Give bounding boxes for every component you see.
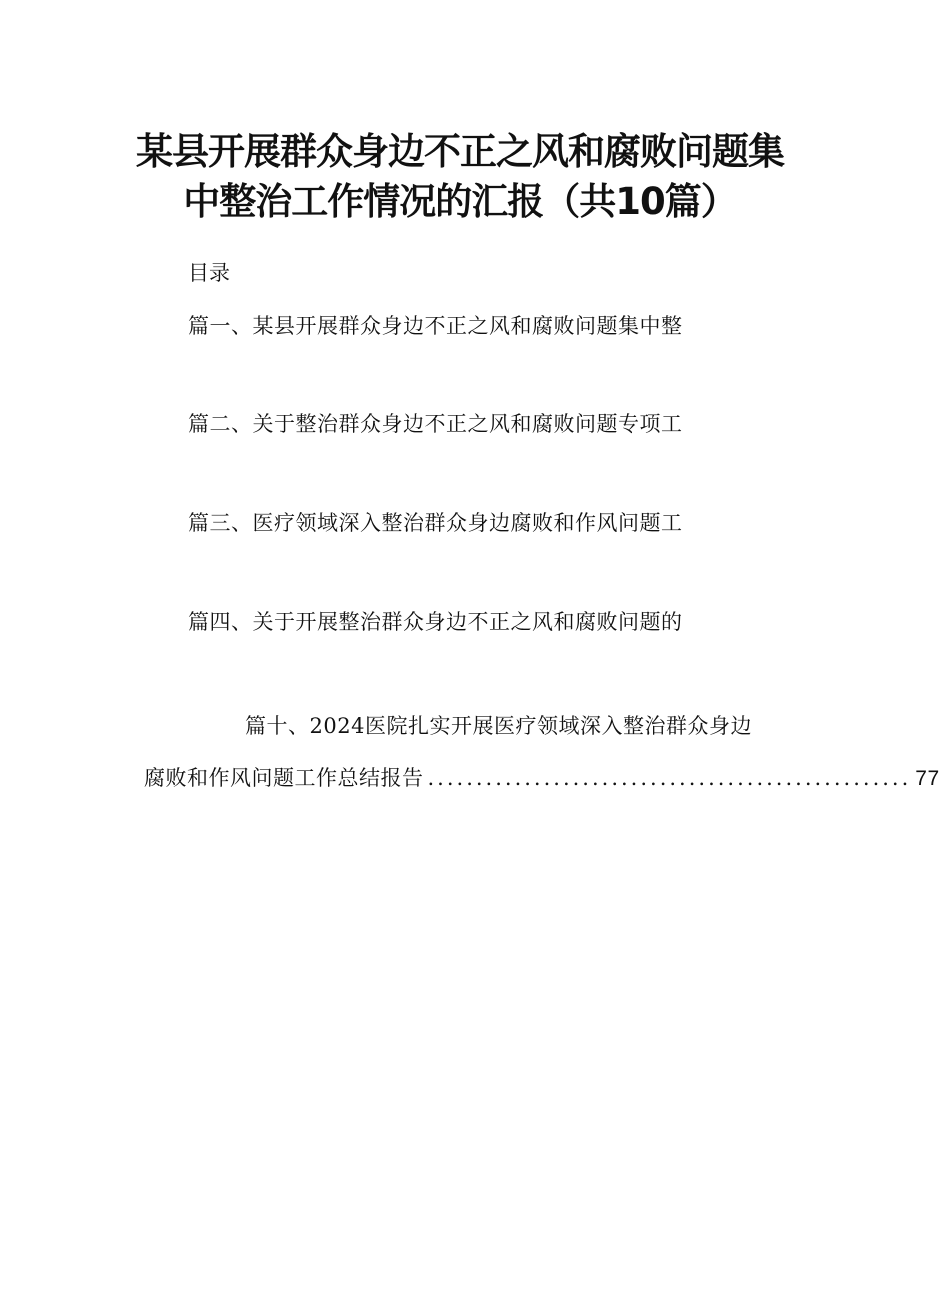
toc-entry-1[interactable]: 篇一、某县开展群众身边不正之风和腐败问题集中整 (188, 314, 683, 338)
toc-entry-4[interactable]: 篇四、关于开展整治群众身边不正之风和腐败问题的 (188, 610, 683, 634)
toc-dot-leader: .................................................. (427, 766, 912, 790)
toc-entry-10-line-1[interactable]: 篇十、2024医院扎实开展医疗领域深入整治群众身边 (245, 714, 752, 738)
document-title-line-1: 某县开展群众身边不正之风和腐败问题集 (136, 130, 784, 173)
document-title-line-2: 中整治工作情况的汇报（共10篇） (183, 180, 737, 223)
toc-entry-10-text: 腐败和作风问题工作总结报告 (144, 766, 424, 790)
toc-entry-3[interactable]: 篇三、医疗领域深入整治群众身边腐败和作风问题工 (188, 511, 683, 535)
toc-heading: 目录 (188, 261, 230, 285)
toc-entry-2[interactable]: 篇二、关于整治群众身边不正之风和腐败问题专项工 (188, 412, 683, 436)
toc-entry-10-line-2[interactable] (144, 763, 940, 794)
toc-page-number: 77 (915, 767, 940, 790)
